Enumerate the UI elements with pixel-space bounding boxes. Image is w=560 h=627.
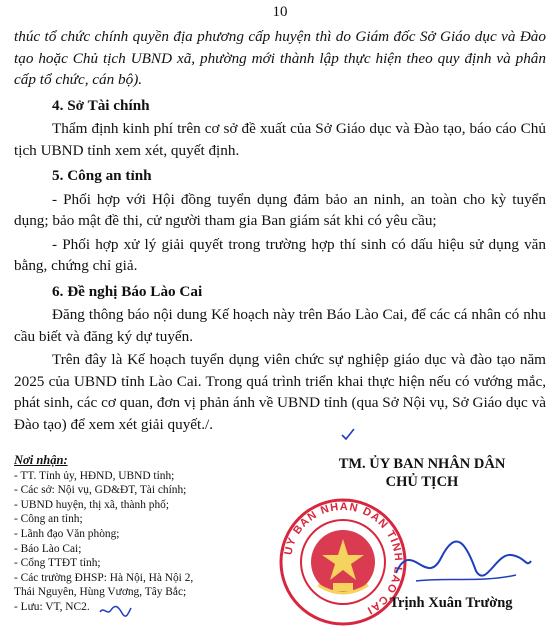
recipients-title: Nơi nhận: (14, 453, 68, 467)
section-paragraph-police-1: - Phối hợp với Hội đồng tuyển dụng đảm bảo an ninh, an toàn cho kỳ tuyển dụng; bảo mật đề thi, cử người tham gia Ban giám sát khi có yêu cầu; (14, 190, 546, 229)
recipient-item: - Lưu: VT, NC2. (14, 600, 90, 613)
handwritten-signature-icon (386, 533, 536, 593)
document-body (14, 26, 546, 435)
recipients-block (14, 453, 254, 615)
recipient-item: - UBND huyện, thị xã, thành phố; (14, 498, 170, 511)
recipient-item: - Cổng TTĐT tỉnh; (14, 557, 101, 570)
recipient-item: - Lãnh đạo Văn phòng; (14, 527, 120, 540)
recipient-item: - Báo Lào Cai; (14, 542, 82, 555)
recipient-item: - Các trường ĐHSP: Hà Nội, Hà Nội 2, Thái Nguyên, Hùng Vương, Tây Bắc; (14, 571, 194, 599)
page-number: 10 (272, 4, 288, 20)
section-heading-newspaper: 6. Đề nghị Báo Lào Cai (52, 282, 203, 300)
recipients-list (14, 469, 254, 615)
section-paragraph-conclusion: Trên đây là Kế hoạch tuyển dụng viên chức sự nghiệp giáo dục và đào tạo năm 2025 của UBND tỉnh Lào Cai. Trong quá trình triển khai thực hiện nếu có vướng mắc, phát sinh, các cơ quan, đơn vị phản ánh về UBND tỉnh (qua Sở Nội vụ, Sở Giáo dục và Đào tạo) để xem xét giải quyết./. (14, 351, 546, 433)
handwritten-tick-icon (340, 426, 356, 442)
recipient-item: - TT. Tỉnh ủy, HĐND, UBND tỉnh; (14, 469, 175, 482)
section-heading-finance: 4. Sở Tài chính (52, 96, 150, 114)
handwritten-initials-icon (98, 604, 132, 618)
section-paragraph-police-2: - Phối hợp xử lý giải quyết trong trường hợp thí sinh có dấu hiệu sử dụng văn bằng, chứng chỉ giả. (14, 235, 546, 274)
seal-text: ỦY BAN NHÂN DÂN TỈNH LÀO CAI (282, 500, 405, 617)
section-paragraph-finance: Thẩm định kinh phí trên cơ sở đề xuất của Sở Giáo dục và Đào tạo, báo cáo Chủ tịch UBND tỉnh xem xét, quyết định. (14, 120, 546, 159)
signature-position: CHỦ TỊCH (385, 474, 459, 490)
section-heading-police: 5. Công an tỉnh (52, 167, 152, 184)
signer-name: Trịnh Xuân Trường (389, 595, 513, 611)
recipient-item: - Công an tỉnh; (14, 513, 83, 526)
recipient-item: - Các sở: Nội vụ, GD&ĐT, Tài chính; (14, 484, 187, 497)
section-paragraph-newspaper-1: Đăng thông báo nội dung Kế hoạch này trên Báo Lào Cai, để các cá nhân có nhu cầu biết và đăng ký dự tuyển. (14, 306, 546, 345)
intro-paragraph: thúc tổ chức chính quyền địa phương cấp huyện thì do Giám đốc Sở Giáo dục và Đào tạo hoặc Chủ tịch UBND xã, phường mới thành lập thực hiện theo quy định và phân cấp tổ chức, cán bộ). (14, 28, 546, 88)
signature-organization: TM. ỦY BAN NHÂN DÂN (338, 456, 506, 472)
signature-block (276, 455, 546, 621)
document-footer (14, 453, 546, 621)
